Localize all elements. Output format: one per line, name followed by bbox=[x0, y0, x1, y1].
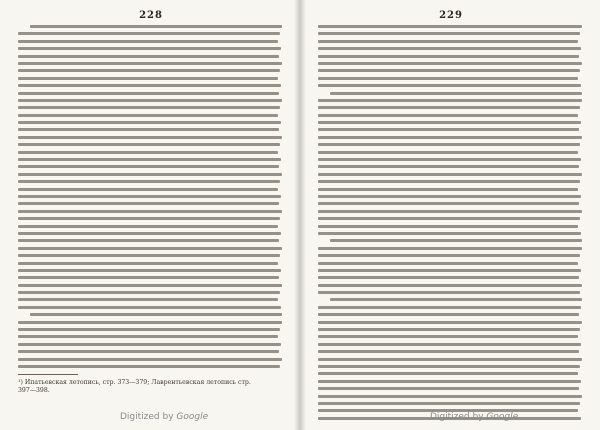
text-line bbox=[18, 225, 278, 228]
google-watermark: Digitized by Google bbox=[430, 412, 519, 422]
text-line bbox=[18, 358, 282, 361]
text-line bbox=[18, 62, 282, 65]
text-line bbox=[318, 114, 578, 117]
text-line bbox=[318, 225, 578, 228]
text-line bbox=[18, 335, 278, 338]
text-line bbox=[18, 128, 279, 131]
text-line bbox=[18, 298, 278, 301]
text-line bbox=[318, 55, 579, 58]
text-line bbox=[318, 291, 580, 294]
text-line bbox=[18, 328, 280, 331]
text-line bbox=[318, 269, 581, 272]
text-line bbox=[318, 321, 582, 324]
text-line bbox=[18, 210, 282, 213]
text-line bbox=[18, 350, 279, 353]
text-line bbox=[318, 77, 578, 80]
text-line bbox=[18, 247, 282, 250]
text-line bbox=[318, 247, 582, 250]
text-line bbox=[318, 151, 578, 154]
text-line bbox=[318, 62, 582, 65]
text-line bbox=[18, 321, 282, 324]
text-line bbox=[18, 365, 280, 368]
text-line bbox=[18, 47, 281, 50]
text-line bbox=[18, 291, 280, 294]
text-line bbox=[18, 262, 278, 265]
text-line bbox=[318, 121, 581, 124]
footnote-line-1: ¹) Ипатьевская летопись, стр. 373—379; Лаврентьевская летопись стр. bbox=[18, 378, 251, 386]
text-line bbox=[318, 84, 581, 87]
text-line bbox=[330, 92, 582, 95]
text-line bbox=[18, 40, 278, 43]
text-line bbox=[18, 158, 281, 161]
text-line bbox=[18, 343, 281, 346]
text-line bbox=[18, 202, 279, 205]
text-line bbox=[318, 254, 580, 257]
text-line bbox=[318, 276, 579, 279]
text-line bbox=[18, 151, 278, 154]
text-line bbox=[318, 180, 580, 183]
text-line bbox=[318, 69, 580, 72]
body-text bbox=[18, 25, 284, 368]
text-line bbox=[318, 387, 579, 390]
text-line bbox=[318, 25, 582, 28]
book-gutter bbox=[294, 0, 306, 430]
page-number: 229 bbox=[439, 10, 463, 21]
text-line bbox=[318, 313, 579, 316]
text-line bbox=[18, 106, 280, 109]
text-line bbox=[330, 239, 582, 242]
text-line bbox=[318, 99, 582, 102]
text-line bbox=[318, 47, 581, 50]
text-line bbox=[18, 232, 281, 235]
text-line bbox=[18, 188, 278, 191]
text-line bbox=[318, 358, 582, 361]
text-line bbox=[318, 173, 582, 176]
text-line bbox=[318, 136, 582, 139]
page-number: 228 bbox=[139, 10, 163, 21]
text-line bbox=[30, 313, 282, 316]
text-line bbox=[18, 99, 282, 102]
footnote-rule bbox=[18, 374, 78, 375]
text-line bbox=[18, 92, 279, 95]
text-line bbox=[18, 195, 281, 198]
text-line bbox=[318, 143, 580, 146]
text-line bbox=[330, 298, 582, 301]
text-line bbox=[18, 143, 280, 146]
text-line bbox=[18, 284, 282, 287]
text-line bbox=[18, 239, 279, 242]
text-line bbox=[318, 202, 579, 205]
text-line bbox=[318, 158, 581, 161]
text-line bbox=[318, 232, 581, 235]
text-line bbox=[318, 188, 578, 191]
text-line bbox=[18, 217, 280, 220]
text-line bbox=[18, 173, 282, 176]
body-text bbox=[318, 25, 584, 420]
text-line bbox=[318, 306, 581, 309]
text-line bbox=[318, 40, 578, 43]
text-line bbox=[318, 217, 580, 220]
text-line bbox=[318, 365, 580, 368]
text-line bbox=[318, 284, 582, 287]
text-line bbox=[18, 69, 280, 72]
text-line bbox=[318, 350, 579, 353]
text-line bbox=[318, 380, 581, 383]
footnote-line-2: 397—398. bbox=[18, 386, 50, 394]
text-line bbox=[318, 262, 578, 265]
text-line bbox=[18, 165, 279, 168]
text-line bbox=[18, 114, 278, 117]
text-line bbox=[318, 395, 582, 398]
text-line bbox=[30, 25, 282, 28]
text-line bbox=[18, 276, 279, 279]
text-line bbox=[18, 121, 281, 124]
text-line bbox=[318, 128, 579, 131]
text-line bbox=[18, 269, 281, 272]
text-line bbox=[318, 343, 581, 346]
text-line bbox=[18, 180, 280, 183]
text-line bbox=[318, 106, 580, 109]
google-watermark: Digitized by Google bbox=[120, 412, 209, 422]
text-line bbox=[318, 402, 580, 405]
text-line bbox=[18, 55, 279, 58]
text-line bbox=[318, 32, 580, 35]
text-line bbox=[318, 195, 581, 198]
text-line bbox=[18, 84, 281, 87]
text-line bbox=[18, 254, 280, 257]
text-line bbox=[318, 165, 579, 168]
text-line bbox=[18, 77, 278, 80]
text-line bbox=[318, 335, 578, 338]
text-line bbox=[18, 136, 282, 139]
text-line bbox=[318, 328, 580, 331]
right-page bbox=[300, 0, 600, 430]
text-line bbox=[318, 210, 582, 213]
text-line bbox=[18, 306, 281, 309]
text-line bbox=[318, 372, 578, 375]
text-line bbox=[18, 32, 280, 35]
